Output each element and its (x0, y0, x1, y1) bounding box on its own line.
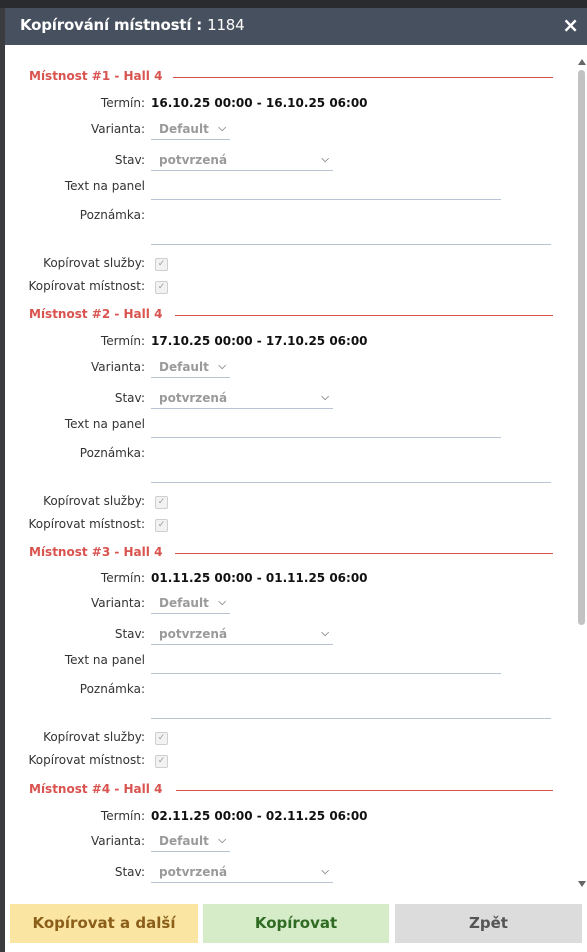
kopirovat-sluzby-label: Kopírovat služby: (43, 256, 145, 270)
text-na-panel-input[interactable] (151, 199, 501, 200)
background-topbar (0, 0, 587, 8)
chevron-down-icon: ⌵ (218, 835, 226, 846)
dialog-title (20, 16, 244, 34)
termin-value: 02.11.25 00:00 - 02.11.25 06:00 (151, 809, 368, 823)
varianta-label: Varianta: (91, 122, 145, 136)
kopirovat-sluzby-label: Kopírovat služby: (43, 494, 145, 508)
copy-and-next-button[interactable]: Kopírovat a další (10, 904, 198, 943)
kopirovat-mistnost-checkbox[interactable]: ✓ (155, 281, 168, 294)
section-divider (175, 553, 553, 554)
kopirovat-mistnost-label: Kopírovat místnost: (28, 753, 145, 767)
termin-label: Termín: (100, 809, 145, 823)
chevron-down-icon: ⌵ (321, 154, 329, 165)
vertical-scrollbar[interactable] (575, 53, 587, 893)
termin-label: Termín: (100, 571, 145, 585)
stav-label: Stav: (114, 865, 145, 879)
room-title: Místnost #2 - Hall 4 (29, 307, 163, 321)
scroll-down-arrow-icon[interactable] (578, 881, 586, 887)
poznamka-label: Poznámka: (79, 446, 145, 460)
stav-select[interactable] (151, 152, 333, 171)
varianta-value: Default (159, 596, 209, 610)
poznamka-input[interactable] (151, 244, 551, 245)
copy-rooms-dialog (5, 8, 587, 952)
poznamka-label: Poznámka: (79, 208, 145, 222)
stav-value: potvrzená (159, 627, 228, 641)
varianta-label: Varianta: (91, 360, 145, 374)
close-icon[interactable]: × (562, 13, 579, 37)
termin-label: Termín: (100, 334, 145, 348)
dialog-footer (5, 904, 587, 944)
text-na-panel-label: Text na panel (64, 179, 145, 193)
rooms-scroll-area[interactable] (5, 45, 577, 895)
varianta-select[interactable] (151, 359, 230, 378)
room-title: Místnost #3 - Hall 4 (29, 545, 163, 559)
stav-value: potvrzená (159, 153, 228, 167)
termin-value: 17.10.25 00:00 - 17.10.25 06:00 (151, 334, 368, 348)
text-na-panel-input[interactable] (151, 673, 501, 674)
varianta-select[interactable] (151, 833, 230, 852)
kopirovat-mistnost-checkbox[interactable]: ✓ (155, 755, 168, 768)
kopirovat-mistnost-checkbox[interactable]: ✓ (155, 519, 168, 532)
stav-value: potvrzená (159, 865, 228, 879)
stav-select[interactable] (151, 626, 333, 645)
kopirovat-sluzby-checkbox[interactable]: ✓ (155, 496, 168, 509)
text-na-panel-label: Text na panel (64, 653, 145, 667)
back-button[interactable]: Zpět (395, 904, 582, 943)
varianta-value: Default (159, 122, 209, 136)
kopirovat-sluzby-checkbox[interactable]: ✓ (155, 732, 168, 745)
poznamka-input[interactable] (151, 718, 551, 719)
varianta-label: Varianta: (91, 834, 145, 848)
kopirovat-mistnost-label: Kopírovat místnost: (28, 279, 145, 293)
scroll-up-arrow-icon[interactable] (578, 59, 586, 65)
stav-value: potvrzená (159, 391, 228, 405)
section-divider (173, 77, 553, 78)
dialog-title-text: Kopírování místností : (20, 16, 203, 34)
termin-label: Termín: (100, 96, 145, 110)
room-title: Místnost #1 - Hall 4 (29, 69, 163, 83)
poznamka-label: Poznámka: (79, 682, 145, 696)
termin-value: 16.10.25 00:00 - 16.10.25 06:00 (151, 96, 368, 110)
stav-select[interactable] (151, 390, 333, 409)
text-na-panel-label: Text na panel (64, 417, 145, 431)
scrollbar-thumb[interactable] (578, 70, 585, 625)
stav-label: Stav: (114, 627, 145, 641)
chevron-down-icon: ⌵ (218, 123, 226, 134)
copy-button[interactable]: Kopírovat (203, 904, 389, 943)
varianta-value: Default (159, 360, 209, 374)
varianta-select[interactable] (151, 595, 230, 614)
stav-select[interactable] (151, 864, 333, 883)
poznamka-input[interactable] (151, 482, 551, 483)
kopirovat-mistnost-label: Kopírovat místnost: (28, 517, 145, 531)
room-title: Místnost #4 - Hall 4 (29, 782, 163, 796)
kopirovat-sluzby-checkbox[interactable]: ✓ (155, 258, 168, 271)
chevron-down-icon: ⌵ (321, 392, 329, 403)
stav-label: Stav: (114, 153, 145, 167)
kopirovat-sluzby-label: Kopírovat služby: (43, 730, 145, 744)
chevron-down-icon: ⌵ (321, 628, 329, 639)
section-divider (176, 790, 553, 791)
text-na-panel-input[interactable] (151, 437, 501, 438)
chevron-down-icon: ⌵ (321, 866, 329, 877)
dialog-header (5, 8, 587, 45)
section-divider (175, 315, 553, 316)
varianta-select[interactable] (151, 121, 230, 140)
termin-value: 01.11.25 00:00 - 01.11.25 06:00 (151, 571, 368, 585)
chevron-down-icon: ⌵ (218, 361, 226, 372)
stav-label: Stav: (114, 391, 145, 405)
chevron-down-icon: ⌵ (218, 597, 226, 608)
varianta-value: Default (159, 834, 209, 848)
dialog-title-id: 1184 (207, 16, 245, 34)
varianta-label: Varianta: (91, 596, 145, 610)
